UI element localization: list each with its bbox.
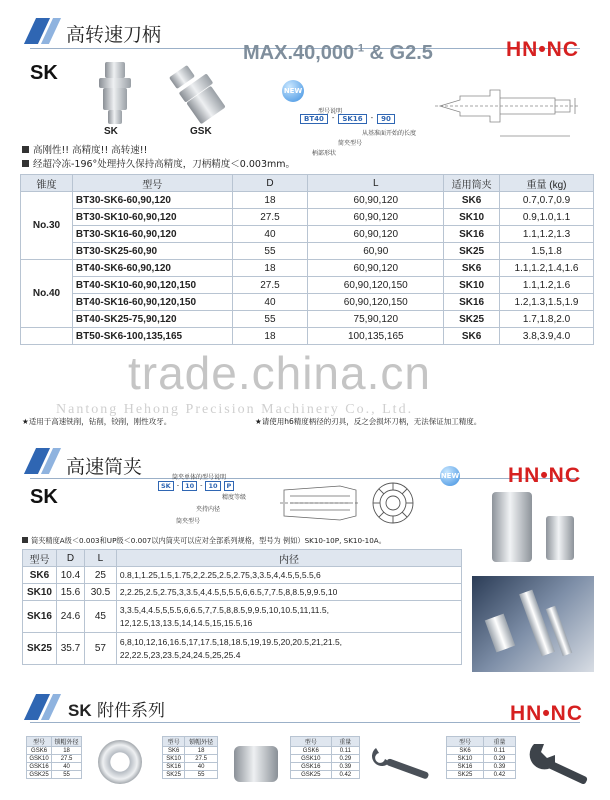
- table-row: GSK16 40: [27, 763, 82, 771]
- usage-note: ★请使用h6精度柄径的刃具，反之会损坏刀柄，无法保证加工精度。: [255, 417, 482, 426]
- collet-front-drawing: [370, 480, 416, 526]
- l-cell: 60,90,120: [308, 226, 444, 243]
- table-row: SK10 27.5: [163, 755, 218, 763]
- table-row: [21, 311, 594, 328]
- model-box: BT40: [300, 114, 328, 124]
- model-cell: BT40-SK25-75,90,120: [72, 311, 232, 328]
- d-cell: 18: [232, 260, 308, 277]
- table-row: [21, 243, 594, 260]
- d-cell: 40: [232, 226, 308, 243]
- table-row: SK25 0.42: [447, 771, 516, 779]
- weight-cell: 0.9,1.0,1.1: [500, 209, 594, 226]
- model-cell: SK6: [23, 567, 57, 584]
- d-cell: 40: [232, 294, 308, 311]
- l-cell: 57: [84, 633, 116, 665]
- table-header: 锁帽外径: [52, 737, 82, 747]
- feature-bullet: 高刚性!! 高精度!! 高转速!!: [22, 142, 147, 156]
- assembly-photo: [472, 576, 594, 672]
- new-badge-icon: NEW: [440, 466, 460, 486]
- model-diagram: BT40 - SK16 - 90: [300, 114, 395, 124]
- model-box: SK16: [338, 114, 366, 124]
- l-cell: 25: [84, 567, 116, 584]
- taper-cell: No.30: [21, 192, 73, 260]
- weight-cell: 1.1,1.2,1.6: [500, 277, 594, 294]
- table-row: GSK6 18: [27, 747, 82, 755]
- table-row: [21, 260, 594, 277]
- gsk-holder-image: [165, 70, 225, 132]
- gsk-wrench-icon: [370, 742, 436, 782]
- gsk-lock-nut-image: [98, 740, 142, 784]
- d-cell: 10.4: [56, 567, 84, 584]
- bore-cell: 6,8,10,12,16,16.5,17,17.5,18,18.5,19,19.5,20,20.5,21,21.5, 22,22.5,23,23.5,24,24.5,25,25.4: [116, 633, 461, 665]
- d-cell: 15.6: [56, 584, 84, 601]
- weight-cell: 1.1,1.2,1.3: [500, 226, 594, 243]
- table-header: 型号: [72, 175, 232, 192]
- d-cell: 55: [232, 311, 308, 328]
- d-cell: 27.5: [232, 209, 308, 226]
- collet-cell: SK6: [444, 328, 500, 345]
- gsk-label: GSK: [190, 126, 212, 137]
- divider: [30, 722, 580, 723]
- bore-cell: 0.8,1,1.25,1.5,1.75,2,2.25,2.5,2.75,3,3.5,4,4.5,5,5.5,6: [116, 567, 461, 584]
- holder-technical-drawing: [430, 76, 590, 156]
- table-row: SK6 18: [163, 747, 218, 755]
- table-row: SK16 40: [163, 763, 218, 771]
- table-header: D: [232, 175, 308, 192]
- divider: [30, 478, 580, 479]
- weight-cell: 1.7,1.8,2.0: [500, 311, 594, 328]
- collet-diagram-note: 精度等级: [222, 494, 247, 501]
- l-cell: 45: [84, 601, 116, 633]
- table-header-row: [23, 550, 462, 567]
- table-row: [21, 226, 594, 243]
- table-header: 重量: [484, 737, 516, 747]
- table-header: D: [56, 550, 84, 567]
- table-row: [23, 584, 462, 601]
- bore-cell: 3,3.5,4,4.5,5,5.5,6,6.5,7,7.5,8,8.5,9,9.5,10,10.5,11,11.5, 12,12.5,13,13.5,14,14.5,15,15.5,16: [116, 601, 461, 633]
- model-note: 从基准面开始的长度: [362, 130, 417, 137]
- table-row: GSK25 0.42: [291, 771, 360, 779]
- table-row: GSK10 0.29: [291, 755, 360, 763]
- l-cell: 60,90,120,150: [308, 277, 444, 294]
- collet-diagram-note: 筒夹型号: [176, 518, 201, 525]
- watermark: trade.china.cn: [128, 347, 431, 399]
- model-cell: BT30-SK25-60,90: [72, 243, 232, 260]
- table-header: 型号: [291, 737, 332, 747]
- table-row: [21, 328, 594, 345]
- table-row: GSK16 0.39: [291, 763, 360, 771]
- table-row: [21, 192, 594, 209]
- table-row: [21, 209, 594, 226]
- accessory-table-gsk-wrench: [290, 736, 360, 779]
- table-header: 适用筒夹: [444, 175, 500, 192]
- table-header: 锥度: [21, 175, 73, 192]
- table-header: 型号: [23, 550, 57, 567]
- l-cell: 60,90,120: [308, 209, 444, 226]
- table-row: [23, 567, 462, 584]
- table-row: SK16 0.39: [447, 763, 516, 771]
- brand-logo: HN•NC: [510, 702, 584, 725]
- table-row: SK10 0.29: [447, 755, 516, 763]
- table-header: 型号: [447, 737, 484, 747]
- sk-label: SK: [104, 126, 118, 137]
- table-row: SK25 55: [163, 771, 218, 779]
- table-header: L: [308, 175, 444, 192]
- l-cell: 75,90,120: [308, 311, 444, 328]
- section-title: SK 附件系列: [68, 701, 166, 721]
- section-title: 高转速刀柄: [66, 24, 162, 46]
- accessory-table-sk-nut: [162, 736, 218, 779]
- taper-cell: [21, 328, 73, 345]
- collet-spec-table: [22, 549, 462, 665]
- table-row: GSK6 0.11: [291, 747, 360, 755]
- table-header: 内径: [116, 550, 461, 567]
- model-box: 10: [205, 481, 220, 491]
- collet-diagram-note: 夹持内径: [196, 506, 221, 513]
- model-cell: SK10: [23, 584, 57, 601]
- model-cell: BT40-SK6-60,90,120: [72, 260, 232, 277]
- collet-model-diagram: SK - 10 - 10 P: [158, 481, 234, 491]
- series-label: SK: [30, 62, 58, 84]
- model-box: SK: [158, 481, 174, 491]
- table-header: 重量 (kg): [500, 175, 594, 192]
- table-header: 型号: [27, 737, 52, 747]
- d-cell: 55: [232, 243, 308, 260]
- series-label: SK: [30, 486, 58, 508]
- model-cell: SK16: [23, 601, 57, 633]
- collet-large-image: [492, 492, 532, 562]
- sk-wrench-icon: [526, 740, 596, 784]
- collet-cell: SK25: [444, 311, 500, 328]
- d-cell: 18: [232, 192, 308, 209]
- d-cell: 27.5: [232, 277, 308, 294]
- table-row: GSK10 27.5: [27, 755, 82, 763]
- l-cell: 60,90: [308, 243, 444, 260]
- collet-small-image: [546, 516, 574, 560]
- collet-cell: SK25: [444, 243, 500, 260]
- model-box: P: [224, 481, 235, 491]
- sk-holder-image: [95, 62, 135, 124]
- model-cell: BT50-SK6-100,135,165: [72, 328, 232, 345]
- weight-cell: 1.1,1.2,1.4,1.6: [500, 260, 594, 277]
- model-cell: SK25: [23, 633, 57, 665]
- table-header: 重量: [331, 737, 359, 747]
- l-cell: 60,90,120,150: [308, 294, 444, 311]
- section-title: 高速筒夹: [66, 456, 143, 478]
- weight-cell: 3.8,3.9,4.0: [500, 328, 594, 345]
- new-badge-icon: NEW: [282, 80, 304, 102]
- table-header: 锁帽外径: [185, 737, 218, 747]
- table-header: L: [84, 550, 116, 567]
- l-cell: 30.5: [84, 584, 116, 601]
- model-cell: BT30-SK6-60,90,120: [72, 192, 232, 209]
- collet-cell: SK10: [444, 209, 500, 226]
- l-cell: 60,90,120: [308, 260, 444, 277]
- model-cell: BT30-SK10-60,90,120: [72, 209, 232, 226]
- weight-cell: 1.5,1.8: [500, 243, 594, 260]
- watermark-company: Nantong Hehong Precision Machinery Co., Ltd.: [56, 402, 414, 417]
- model-cell: BT30-SK16-60,90,120: [72, 226, 232, 243]
- collet-cell: SK6: [444, 192, 500, 209]
- collet-cell: SK10: [444, 277, 500, 294]
- table-row: [21, 277, 594, 294]
- weight-cell: 0.7,0.7,0.9: [500, 192, 594, 209]
- table-header: 型号: [163, 737, 185, 747]
- max-speed-line: $MAX.40,000^{-1}$ & G2.5: [243, 42, 433, 64]
- collet-side-drawing: [280, 482, 360, 524]
- model-diagram-caption: 型号说明: [318, 108, 343, 115]
- table-header-row: [21, 175, 594, 192]
- model-cell: BT40-SK16-60,90,120,150: [72, 294, 232, 311]
- table-row: [23, 601, 462, 633]
- sk-lock-nut-image: [234, 746, 278, 782]
- accessory-table-sk-wrench: [446, 736, 516, 779]
- model-cell: BT40-SK10-60,90,120,150: [72, 277, 232, 294]
- model-note: 简夹型号: [338, 140, 363, 147]
- table-row: [23, 633, 462, 665]
- d-cell: 24.6: [56, 601, 84, 633]
- table-row: [21, 294, 594, 311]
- weight-cell: 1.2,1.3,1.5,1.9: [500, 294, 594, 311]
- taper-cell: No.40: [21, 260, 73, 328]
- precision-note: 筒夹精度A级＜0.003和UP级＜0.007以内筒夹可以应对全部系列规格，型号为 例如）SK10-10P, SK10-10A。: [22, 536, 472, 546]
- d-cell: 35.7: [56, 633, 84, 665]
- holder-spec-table: [20, 174, 594, 345]
- table-row: SK6 0.11: [447, 747, 516, 755]
- usage-note: ★适用于高速铣削，钻削，铰削，刚性攻牙。: [22, 417, 172, 426]
- l-cell: 100,135,165: [308, 328, 444, 345]
- feature-bullet: 经超冷冻-196°处理持久保持高精度，刀柄精度＜0.003mm。: [22, 156, 295, 170]
- d-cell: 18: [232, 328, 308, 345]
- brand-logo: HN•NC: [506, 38, 580, 61]
- table-row: GSK25 55: [27, 771, 82, 779]
- bore-cell: 2,2.25,2.5,2.75,3,3.5,4,4.5,5,5.5,6,6.5,7,7.5,8,8.5,9,9.5,10: [116, 584, 461, 601]
- collet-diagram-caption: 筒夹单体的型号说明: [172, 474, 227, 481]
- accessory-table-gsk-nut: [26, 736, 82, 779]
- model-box: 10: [182, 481, 197, 491]
- collet-cell: SK16: [444, 226, 500, 243]
- brand-logo: HN•NC: [508, 464, 582, 487]
- l-cell: 60,90,120: [308, 192, 444, 209]
- collet-cell: SK6: [444, 260, 500, 277]
- collet-cell: SK16: [444, 294, 500, 311]
- model-note: 柄部形状: [312, 150, 337, 157]
- model-box: 90: [377, 114, 395, 124]
